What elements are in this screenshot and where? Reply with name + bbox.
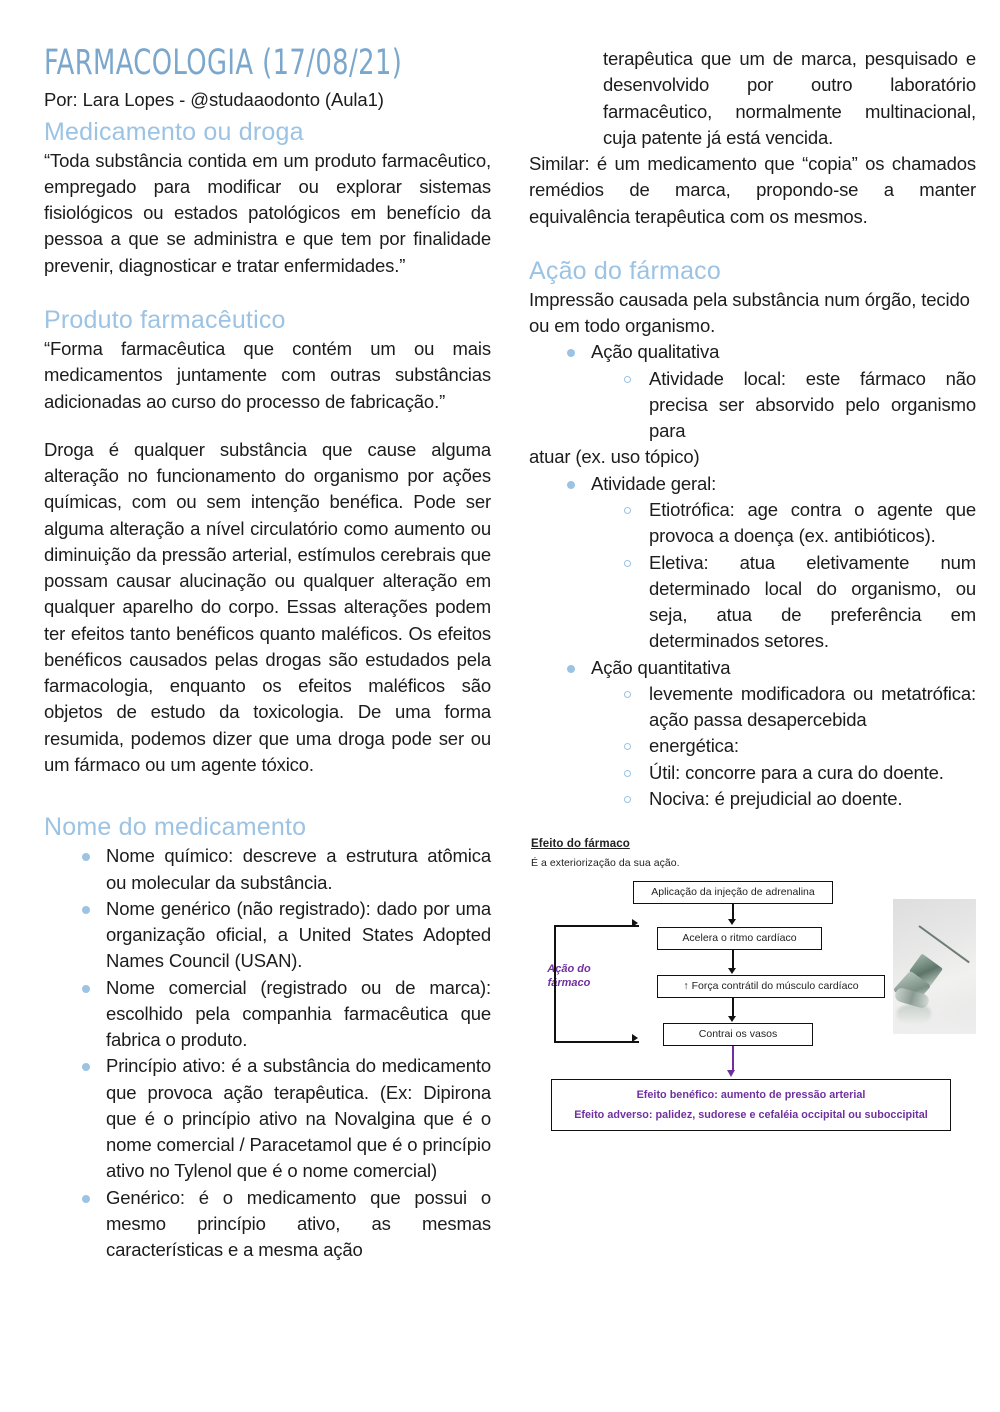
list-item-text: Princípio ativo: é a substância do medicamento que provoca ação terapêutica. (Ex: Dipirona que é o princípio ativo na Novalgina que é o nome comercial / Paracetamol que é o princípio ativo no Tylenol que é o nome comercial) — [106, 1055, 491, 1182]
arrow-head-icon — [728, 1016, 736, 1022]
spacer — [44, 778, 491, 808]
sublist — [591, 681, 976, 812]
feedback-loop-connector — [554, 925, 639, 1043]
spacer — [44, 415, 491, 437]
byline: Por: Lara Lopes - @studaaodonto (Aula1) — [44, 88, 384, 110]
diagram-box-aplicacao: Aplicação da injeção de adrenalina — [633, 881, 833, 904]
diagram-box-contrai-vasos: Contrai os vasos — [663, 1023, 813, 1046]
list-item-text: Ação qualitativa — [591, 341, 720, 363]
sub-list-item — [591, 366, 976, 445]
arrow-head-icon — [632, 919, 638, 927]
heading-medicamento-ou-droga: Medicamento ou droga — [44, 117, 304, 146]
paragraph-acao-intro: Impressão causada pela substância num órgão, tecido ou em todo organismo. — [529, 288, 970, 337]
list-nome-do-medicamento — [44, 843, 491, 1263]
sub-list-item-text: Atividade local: este fármaco não precisa ser absorvido pelo organismo para — [649, 367, 976, 442]
sub-list-item-text: levemente modificadora ou metatrófica: ação passa desapercebida — [649, 682, 976, 731]
syringe-photo — [893, 899, 976, 1034]
diagram-title: Efeito do fármaco — [531, 838, 630, 851]
sub-list-item-text: energética: — [649, 735, 739, 757]
list-item — [44, 975, 491, 1054]
paragraph-generico-continuation: terapêutica que um de marca, pesquisado e desenvolvido por outro laboratório farmacêutico, normalmente multinacional, cuja patente já está vencida. — [603, 48, 976, 148]
list-item — [44, 1185, 491, 1264]
reflection — [897, 1004, 931, 1024]
paragraph-similar: Similar: é um medicamento que “copia” os chamados remédios de marca, propondo-se a manter equivalência terapêutica com os mesmos. — [529, 153, 976, 227]
left-column — [44, 43, 491, 1263]
list-item-text: Nome comercial (registrado ou de marca): escolhido pela companhia farmacêutica que fabrica o produto. — [106, 976, 491, 1051]
list-atividade-geral — [529, 471, 976, 812]
arrow-line — [732, 904, 734, 920]
arrow-head-icon — [728, 919, 736, 925]
sub-list-item — [591, 760, 976, 786]
sub-list-item-text: Nociva: é prejudicial ao doente. — [649, 787, 903, 809]
arrow-line-purple — [732, 1046, 734, 1072]
list-item — [529, 471, 976, 655]
sub-list-item-text: Eletiva: atua eletivamente num determinado local do organismo, ou seja, atua de preferência em determinados setores. — [649, 551, 976, 652]
arrow-head-icon — [632, 1034, 638, 1042]
list-item — [44, 843, 491, 896]
diagram-box-acelera: Acelera o ritmo cardíaco — [657, 927, 822, 950]
efeito-beneficio-text: Efeito benéfico: aumento de pressão arterial — [636, 1088, 866, 1101]
spacer — [44, 279, 491, 301]
sub-list-item — [591, 681, 976, 734]
sub-list-item-text: Etiotrófica: age contra o agente que provoca a doença (ex. antibióticos). — [649, 498, 976, 547]
diagram-box-efeitos — [551, 1079, 951, 1131]
paragraph-droga-descricao: Droga é qualquer substância que cause alguma alteração no funcionamento do organismo por ações químicas, com ou sem intenção benéfica. Pode ser alguma alteração a nível circulatório como aumento ou diminuição da pressão arterial, estímulos cerebrais que possam causar alucinação ou qualquer alteração em qualquer aparelho do corpo. Essas alterações podem ter efeitos tanto benéficos quanto maléficos. Os efeitos benéficos causados pelas drogas são estudados pela farmacologia, enquanto os efeitos maléficos são objetos de estudo da toxicologia. De uma forma resumida, podemos dizer que uma droga pode ser ou um fármaco ou um agente tóxico. — [44, 438, 491, 775]
list-item-text: Nome químico: descreve a estrutura atômica ou molecular da substância. — [106, 845, 491, 893]
page-title: FARMACOLOGIA (17/08/21) — [44, 43, 403, 83]
list-item — [44, 1053, 491, 1184]
sub-list-item — [591, 497, 976, 550]
arrow-line — [732, 998, 734, 1017]
list-item-text: Genérico: é o medicamento que possui o mesmo princípio ativo, as mesmas características e a mesma ação — [106, 1186, 491, 1261]
sub-list-item — [591, 550, 976, 655]
sub-list-item-text: Útil: concorre para a cura do doente. — [649, 761, 944, 783]
diagram-box-forca-contratil: ↑ Força contrátil do músculo cardíaco — [657, 975, 885, 998]
text-atuar-uso-topico: atuar (ex. uso tópico) — [529, 446, 700, 468]
sublist — [591, 497, 976, 655]
efeito-do-farmaco-diagram — [529, 838, 976, 1121]
sub-list-item — [591, 786, 976, 812]
sub-list-item — [591, 733, 976, 759]
spacer — [529, 230, 976, 252]
list-item-text: Atividade geral: — [591, 472, 717, 494]
arrow-line — [732, 950, 734, 969]
two-column-layout — [44, 43, 976, 1263]
list-item — [529, 339, 976, 444]
list-item — [529, 655, 976, 813]
heading-produto-farmaceutico: Produto farmacêutico — [44, 305, 286, 334]
list-acao-qualitativa — [529, 339, 976, 444]
arrow-head-icon — [728, 968, 736, 974]
paragraph-produto-definicao: “Forma farmacêutica que contém um ou mais medicamentos juntamente com outras substâncias adicionadas ao curso do processo de fabricação.” — [44, 337, 491, 412]
paragraph-medicamento-definicao: “Toda substância contida em um produto farmacêutico, empregado para modificar ou explorar sistemas fisiológicos ou estados patológicos em benefício da pessoa a que se administra e que tem por finalidade prevenir, diagnosticar e tratar enfermidades.” — [44, 149, 491, 276]
arrow-head-icon — [727, 1070, 735, 1077]
list-item-text: Nome genérico (não registrado): dado por uma organização oficial, a United States Adopted Names Council (USAN). — [106, 897, 491, 972]
list-item — [44, 896, 491, 975]
efeito-adverso-text: Efeito adverso: palidez, sudorese e cefaléia occipital ou suboccipital — [574, 1108, 928, 1121]
heading-nome-do-medicamento: Nome do medicamento — [44, 813, 307, 842]
list-item-text: Ação quantitativa — [591, 656, 731, 678]
right-column — [529, 46, 976, 1121]
diagram-side-label: Ação do fármaco — [547, 963, 591, 989]
diagram-canvas — [529, 881, 976, 1121]
heading-acao-do-farmaco: Ação do fármaco — [529, 256, 721, 285]
diagram-subtitle: É a exteriorização da sua ação. — [531, 857, 680, 870]
sublist — [591, 366, 976, 445]
